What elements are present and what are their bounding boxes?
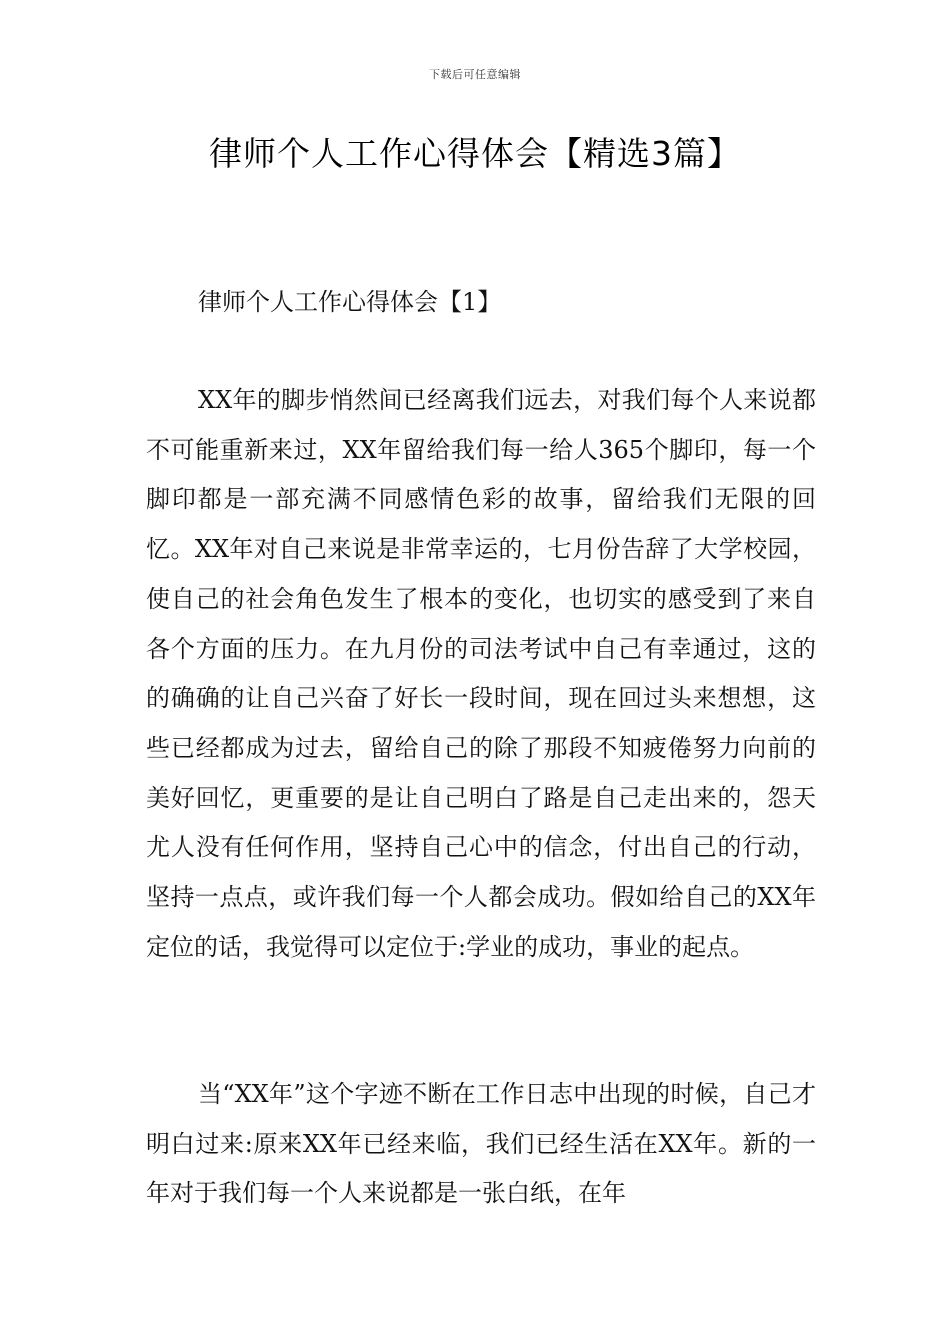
body-paragraph-2: 当“XX年”这个字迹不断在工作日志中出现的时候，自己才明白过来:原来XX年已经来临，我们已经生活在XX年。新的一年对于我们每一个人来说都是一张白纸，在年 bbox=[146, 1080, 816, 1208]
section-heading: 律师个人工作心得体会【1】 bbox=[198, 288, 502, 316]
document-title: 律师个人工作心得体会【精选3篇】 bbox=[209, 134, 741, 173]
body-paragraph-1: XX年的脚步悄然间已经离我们远去，对我们每个人来说都不可能重新来过，XX年留给我们每一给人365个脚印，每一个脚印都是一部充满不同感情色彩的故事，留给我们无限的回忆。XX年对自己来说是非常幸运的，七月份告辞了大学校园，使自己的社会角色发生了根本的变化，也切实的感受到了来自各个方面的压力。在九月份的司法考试中自己有幸通过，这的的确确的让自己兴奋了好长一段时间，现在回过头来想想，这些已经都成为过去，留给自己的除了那段不知疲倦努力向前的美好回忆，更重要的是让自己明白了路是自己走出来的，怨天尤人没有任何作用，坚持自己心中的信念，付出自己的行动，坚持一点点，或许我们每一个人都会成功。假如给自己的XX年定位的话，我觉得可以定位于:学业的成功，事业的起点。 bbox=[146, 386, 816, 961]
header-note: 下载后可任意编辑 bbox=[429, 68, 521, 81]
